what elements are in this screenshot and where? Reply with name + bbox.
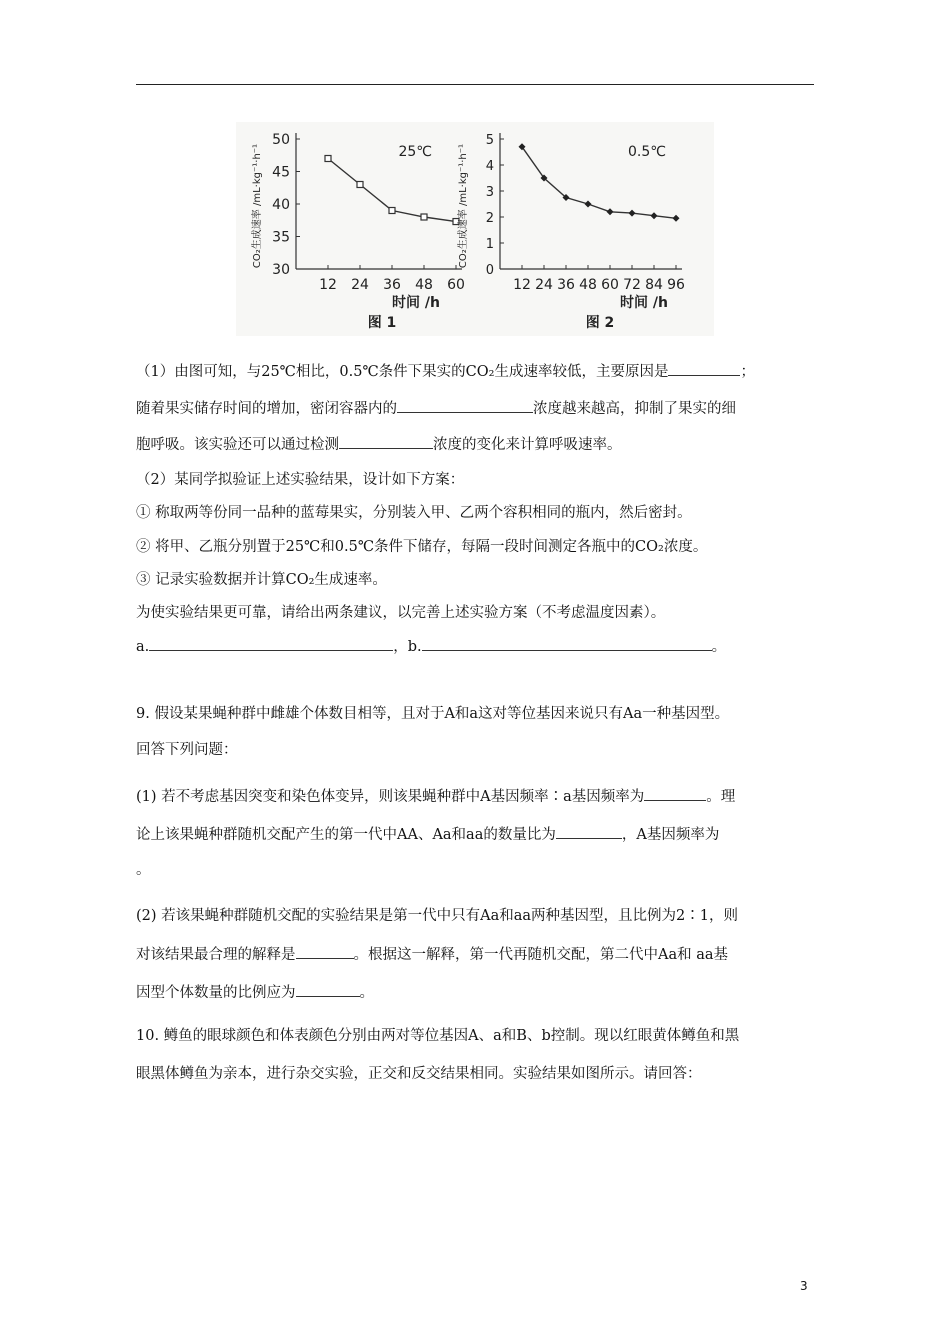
y-tick-label: 4 xyxy=(485,159,494,174)
q8-part2-title: （2）某同学拟验证上述实验结果，设计如下方案： xyxy=(136,472,465,488)
data-point xyxy=(585,201,592,208)
y-tick-label: 5 xyxy=(485,133,494,148)
x-tick-label: 36 xyxy=(557,277,575,293)
x-tick-label: 60 xyxy=(601,277,619,293)
answer-blank-explanation[interactable] xyxy=(296,944,354,959)
q9-part1-line3: 。 xyxy=(136,862,151,878)
q9-text: 。理 xyxy=(706,789,736,805)
q8-part1-line2 xyxy=(136,398,736,419)
x-tick-label: 12 xyxy=(319,277,337,293)
y-axis-label: CO₂生成速率 /mL·kg⁻¹·h⁻¹ xyxy=(458,143,469,269)
chart-title: 25℃ xyxy=(398,144,432,160)
x-tick-label: 84 xyxy=(645,277,663,293)
suggestion-a-label: a. xyxy=(136,639,150,655)
y-tick-label: 40 xyxy=(272,197,290,213)
q8-text: 浓度越来越高，抑制了果实的细 xyxy=(533,401,736,417)
q8-part1-line3 xyxy=(136,434,622,455)
answer-blank-second-gen[interactable] xyxy=(296,982,360,997)
x-tick-label: 24 xyxy=(535,277,553,293)
q9-part1-line1 xyxy=(136,786,735,807)
data-point xyxy=(629,210,636,217)
q8-text: （1）由图可知，与25℃相比，0.5℃条件下果实的CO₂生成速率较低，主要原因是 xyxy=(136,364,669,380)
q8-part1-line1 xyxy=(136,361,755,382)
x-axis-label: 时间 /h xyxy=(392,295,440,311)
q8-prompt: 为使实验结果更可靠，请给出两条建议，以完善上述实验方案（不考虑温度因素）。 xyxy=(136,605,666,621)
answer-blank-gas[interactable] xyxy=(397,398,533,413)
data-point xyxy=(389,208,395,214)
x-tick-label: 60 xyxy=(447,277,465,293)
q8-suggestions xyxy=(136,636,726,657)
chart-title: 0.5℃ xyxy=(628,144,666,160)
q10-stem-line2: 眼黑体鳟鱼为亲本，进行杂交实验，正交和反交结果相同。实验结果如图所示。请回答： xyxy=(136,1066,702,1082)
figure-caption: 图 2 xyxy=(585,315,615,331)
q8-step-2: ② 将甲、乙瓶分别置于25℃和0.5℃条件下储存，每隔一段时间测定各瓶中的CO₂浓度。 xyxy=(136,539,708,555)
q9-text: 。根据这一解释，第一代再随机交配，第二代中Aa和 aa基 xyxy=(353,947,729,963)
q9-text: 。 xyxy=(359,985,374,1001)
y-tick-label: 2 xyxy=(485,211,494,226)
data-point xyxy=(673,215,680,222)
answer-blank-genotype-ratio[interactable] xyxy=(556,824,622,839)
q8-step-1: ① 称取两等份同一品种的蓝莓果实，分别装入甲、乙两个容积相同的瓶内，然后密封。 xyxy=(136,505,692,521)
figure-caption: 图 1 xyxy=(367,315,397,331)
q9-part1-line2 xyxy=(136,824,719,845)
q9-text: (1) 若不考虑基因突变和染色体变异，则该果蝇种群中A基因频率∶a基因频率为 xyxy=(136,789,645,805)
q9-text: 论上该果蝇种群随机交配产生的第一代中AA、Aa和aa的数量比为 xyxy=(136,827,556,843)
x-tick-label: 48 xyxy=(415,277,433,293)
q9-part2-line3 xyxy=(136,982,374,1003)
q9-stem-line2: 回答下列问题： xyxy=(136,742,238,758)
data-point xyxy=(357,182,363,188)
y-tick-label: 0 xyxy=(485,263,494,278)
data-point xyxy=(325,156,331,162)
x-tick-label: 72 xyxy=(623,277,641,293)
y-tick-label: 3 xyxy=(485,185,494,200)
q9-part2-line2 xyxy=(136,944,728,965)
page-number: 3 xyxy=(800,1279,808,1293)
suggestion-b-label: ，b. xyxy=(393,639,422,655)
x-tick-label: 24 xyxy=(351,277,369,293)
q9-text: 因型个体数量的比例应为 xyxy=(136,985,296,1001)
answer-blank-freq-ratio[interactable] xyxy=(644,786,706,801)
answer-blank-reason[interactable] xyxy=(668,361,740,376)
q9-text: ，A基因频率为 xyxy=(621,827,720,843)
y-tick-label: 50 xyxy=(272,132,290,148)
data-point xyxy=(421,214,427,220)
y-tick-label: 30 xyxy=(272,262,290,278)
q9-part2-line1: (2) 若该果蝇种群随机交配的实验结果是第一代中只有Aa和aa两种基因型，且比例为2∶1，则 xyxy=(136,908,739,924)
y-axis-label: CO₂生成速率 /mL·kg⁻¹·h⁻¹ xyxy=(252,143,263,269)
figure-panel xyxy=(236,122,714,336)
x-tick-label: 12 xyxy=(513,277,531,293)
y-tick-label: 1 xyxy=(485,237,494,252)
q10-stem-line1: 10. 鳟鱼的眼球颜色和体表颜色分别由两对等位基因A、a和B、b控制。现以红眼黄体鳟鱼和黑 xyxy=(136,1028,740,1044)
q9-text: 对该结果最合理的解释是 xyxy=(136,947,296,963)
x-tick-label: 96 xyxy=(667,277,685,293)
x-tick-label: 48 xyxy=(579,277,597,293)
q8-text: 随着果实储存时间的增加，密闭容器内的 xyxy=(136,401,397,417)
q8-step-3: ③ 记录实验数据并计算CO₂生成速率。 xyxy=(136,572,387,588)
q8-text: 浓度的变化来计算呼吸速率。 xyxy=(433,437,622,453)
co2-rate-charts xyxy=(236,122,714,336)
answer-blank-detect[interactable] xyxy=(339,434,433,449)
x-tick-label: 36 xyxy=(383,277,401,293)
x-axis-label: 时间 /h xyxy=(620,295,668,311)
y-tick-label: 35 xyxy=(272,229,290,246)
q8-text: 。 xyxy=(711,639,727,655)
data-point xyxy=(607,208,614,215)
data-point xyxy=(651,212,658,219)
q9-stem-line1: 9. 假设某果蝇种群中雌雄个体数目相等，且对于A和a这对等位基因来说只有Aa一种基因型。 xyxy=(136,706,730,722)
q8-text: ； xyxy=(740,364,755,380)
header-rule xyxy=(136,84,814,85)
y-tick-label: 45 xyxy=(272,164,290,181)
answer-blank-a[interactable] xyxy=(149,636,393,651)
q8-text: 胞呼吸。该实验还可以通过检测 xyxy=(136,437,339,453)
answer-blank-b[interactable] xyxy=(422,636,712,651)
